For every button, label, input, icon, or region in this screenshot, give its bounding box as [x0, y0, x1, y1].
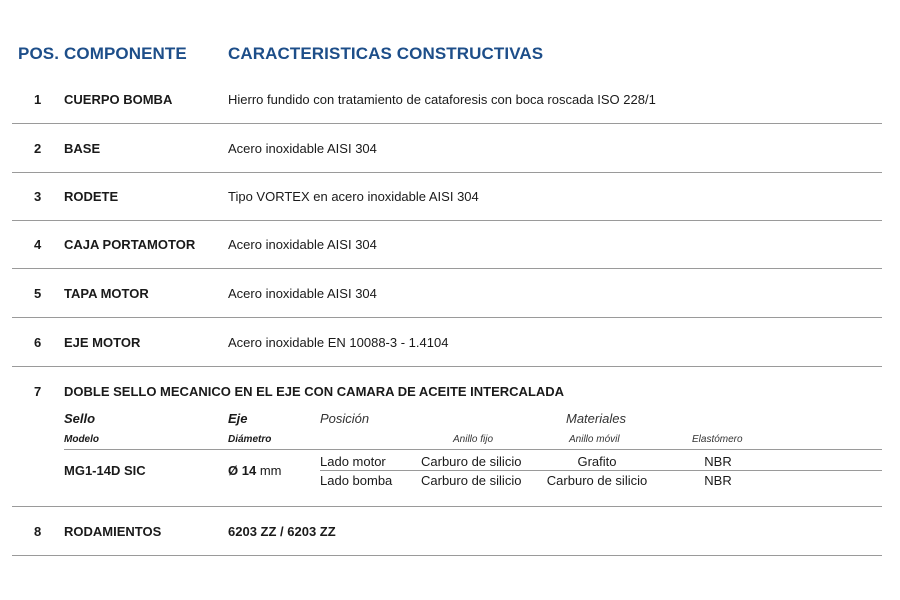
row-divider	[12, 317, 882, 318]
seal-line-elastomer: NBR	[704, 473, 732, 488]
row-divider	[12, 506, 882, 507]
row-pos: 2	[34, 141, 42, 156]
seal-diameter: Ø 14 mm	[228, 463, 282, 478]
row-component: EJE MOTOR	[64, 335, 141, 350]
row-description: Hierro fundido con tratamiento de cataforesis con boca roscada ISO 228/1	[228, 92, 656, 107]
seal-head-anillo-movil: Anillo móvil	[569, 434, 620, 445]
row-divider	[12, 366, 882, 367]
seal-head-elastomero: Elastómero	[692, 434, 743, 445]
seal-line-moving: Grafito	[577, 454, 617, 469]
row-component: BASE	[64, 141, 101, 156]
seal-head-modelo: Modelo	[64, 434, 99, 445]
header-pos: POS.	[18, 44, 60, 63]
seal-line-moving: Carburo de silicio	[546, 473, 648, 488]
row-pos: 7	[34, 384, 42, 399]
row-pos: 1	[34, 92, 42, 107]
seal-line-fixed: Carburo de silicio	[421, 454, 522, 469]
row-divider	[12, 172, 882, 173]
seal-head-sello: Sello	[64, 411, 96, 426]
row-component: RODETE	[64, 189, 119, 204]
row-component: TAPA MOTOR	[64, 286, 149, 301]
seal-header-divider	[64, 449, 882, 450]
header-component: COMPONENTE	[64, 44, 187, 63]
seal-line-divider	[320, 470, 882, 471]
seal-line-elastomer: NBR	[704, 454, 732, 469]
row-pos: 6	[34, 335, 42, 350]
row-component: CUERPO BOMBA	[64, 92, 173, 107]
row-divider	[12, 220, 882, 221]
row-pos: 8	[34, 524, 42, 539]
row-divider	[12, 268, 882, 269]
row-description: Acero inoxidable AISI 304	[228, 286, 377, 301]
row-pos: 3	[34, 189, 42, 204]
row-description: 6203 ZZ / 6203 ZZ	[228, 524, 336, 539]
row-pos: 5	[34, 286, 42, 301]
header-characteristics: CARACTERISTICAS CONSTRUCTIVAS	[228, 44, 544, 63]
row-component: RODAMIENTOS	[64, 524, 162, 539]
seal-head-diametro: Diámetro	[228, 434, 272, 445]
seal-model: MG1-14D SIC	[64, 463, 146, 478]
seal-line-fixed: Carburo de silicio	[421, 473, 522, 488]
row-component: CAJA PORTAMOTOR	[64, 237, 196, 252]
seal-head-posicion: Posición	[320, 411, 370, 426]
row-description: Tipo VORTEX en acero inoxidable AISI 304	[228, 189, 479, 204]
seal-title: DOBLE SELLO MECANICO EN EL EJE CON CAMARA DE ACEITE INTERCALADA	[64, 384, 565, 399]
row-divider	[12, 555, 882, 556]
row-divider	[12, 123, 882, 124]
seal-line-position: Lado motor	[320, 454, 386, 469]
row-description: Acero inoxidable AISI 304	[228, 237, 377, 252]
row-description: Acero inoxidable AISI 304	[228, 141, 377, 156]
row-pos: 4	[34, 237, 42, 252]
seal-head-eje: Eje	[228, 411, 248, 426]
seal-line-position: Lado bomba	[320, 473, 393, 488]
seal-head-anillo-fijo: Anillo fijo	[453, 434, 494, 445]
row-description: Acero inoxidable EN 10088-3 - 1.4104	[228, 335, 449, 350]
seal-diameter-unit: mm	[259, 463, 282, 478]
seal-head-materiales: Materiales	[566, 411, 626, 426]
